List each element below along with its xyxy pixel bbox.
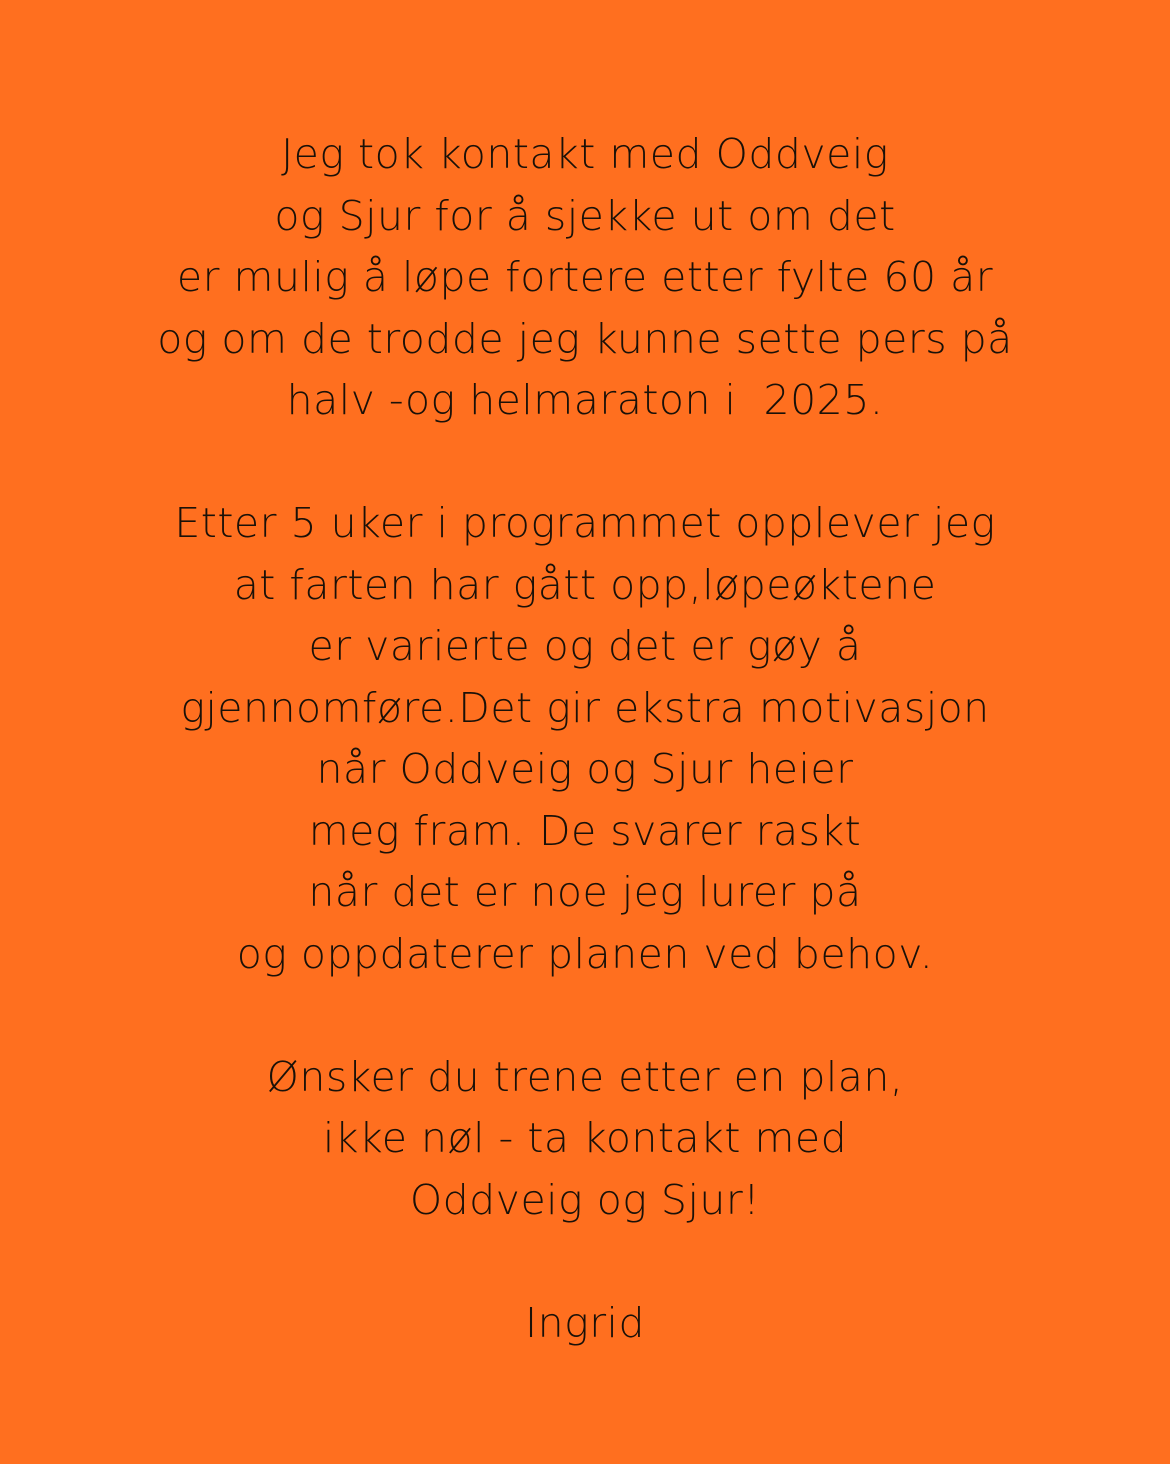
- text-line: gjennomføre.Det gir ekstra motivasjon: [180, 683, 990, 732]
- signature: Ingrid: [525, 1298, 645, 1347]
- text-line: Etter 5 uker i programmet opplever jeg: [174, 499, 996, 547]
- call-to-action-paragraph: [0, 1047, 1170, 1232]
- text-line: halv -og helmaraton i 2025.: [286, 376, 884, 424]
- text-line: at farten har gått opp,løpeøktene: [233, 560, 937, 609]
- text-line: når Oddveig og Sjur heier: [316, 745, 854, 793]
- experience-paragraph: [0, 493, 1170, 985]
- text-line: Jeg tok kontakt med Oddveig: [281, 130, 889, 178]
- testimonial-text: [0, 124, 1170, 1354]
- text-line: Ønsker du trene etter en plan,: [266, 1052, 904, 1101]
- text-line: er varierte og det er gøy å: [308, 622, 862, 670]
- text-line: er mulig å løpe fortere etter fylte 60 år: [176, 253, 994, 301]
- intro-paragraph: [0, 124, 1170, 432]
- text-line: og om de trodde jeg kunne sette pers på: [157, 314, 1013, 363]
- text-line: meg fram. De svarer raskt: [308, 806, 862, 855]
- text-line: ikke nøl - ta kontakt med: [322, 1114, 848, 1162]
- text-line: og oppdaterer planen ved behov.: [236, 929, 934, 978]
- text-line: Oddveig og Sjur!: [409, 1175, 761, 1224]
- text-line: når det er noe jeg lurer på: [308, 868, 862, 916]
- text-line: og Sjur for å sjekke ut om det: [274, 191, 896, 240]
